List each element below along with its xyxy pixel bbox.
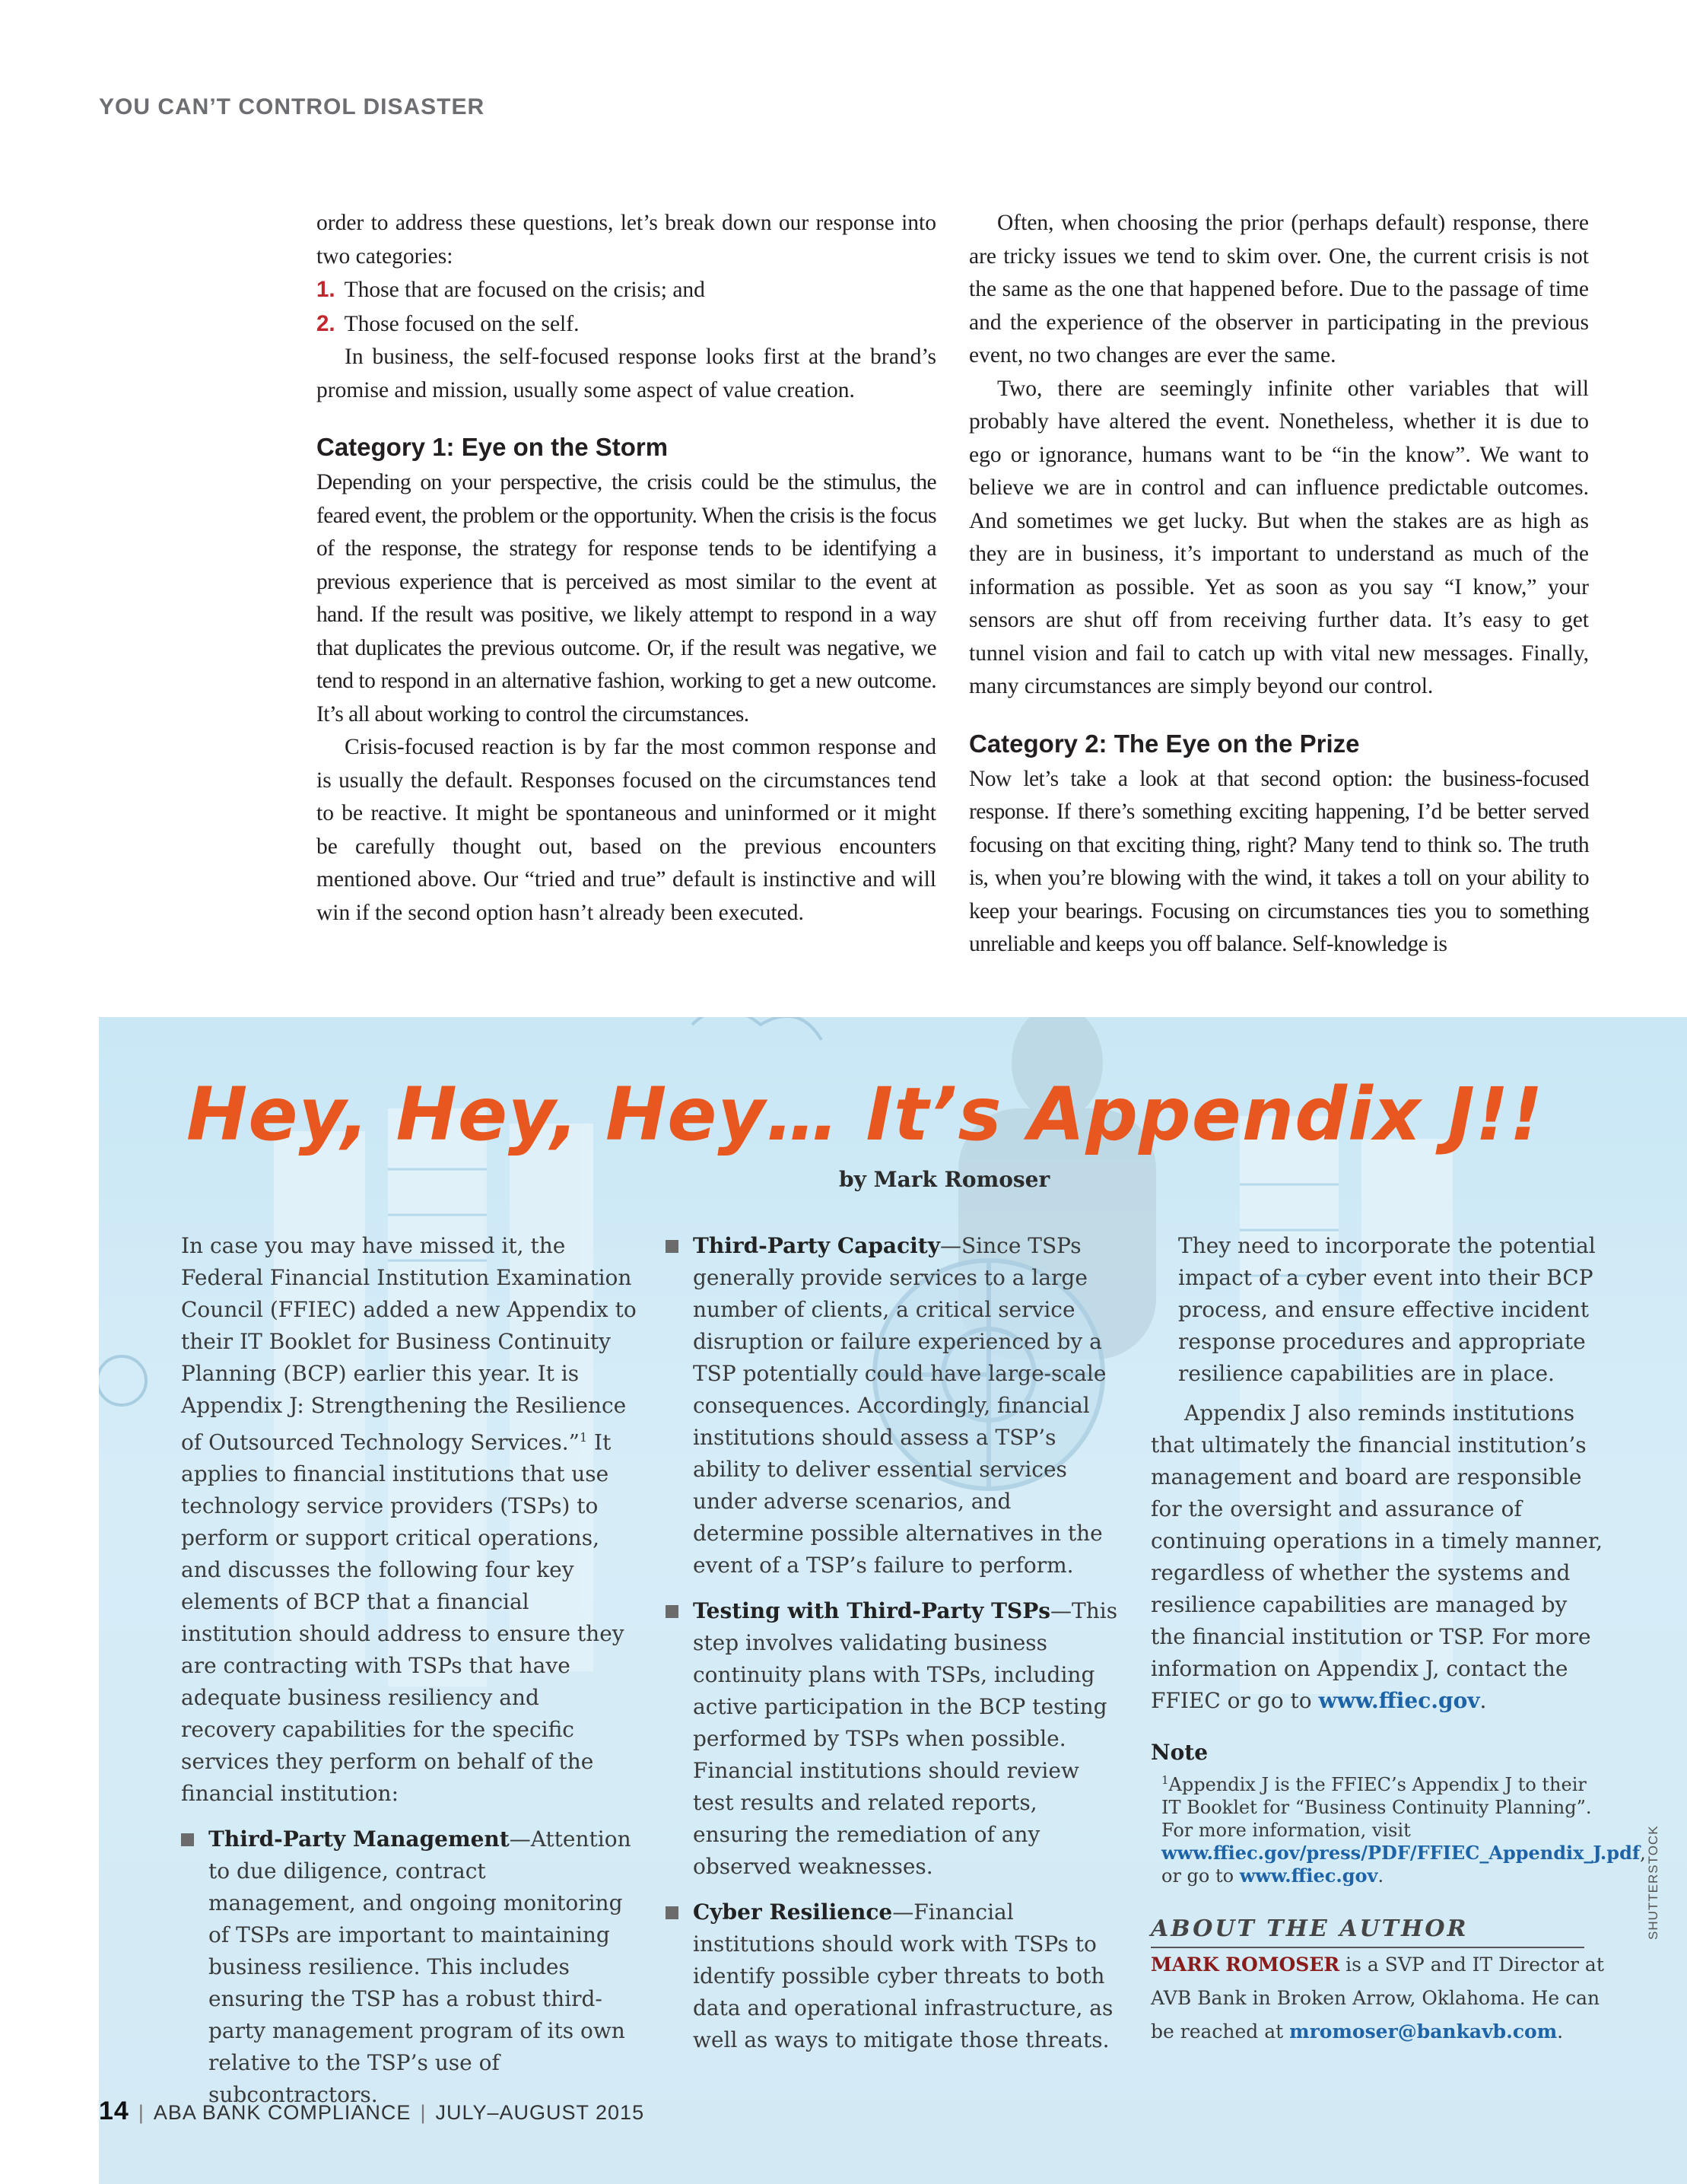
article-paragraph: Depending on your perspective, the crisis could be the stimulus, the feared event, the problem or the opportunity. When the crisis is the focus of the response, the strategy for response tends to be identifying a previous experience that is perceived as most similar to the event at hand. If the result was positive, we likely attempt to respond in a way that duplicates the previous outcome. Or, if the result was negative, we tend to respond in an alternative fashion, working to get a new outcome. It’s all about working to control the circumstances. [316,470,936,726]
bio-text: . [1557,2020,1564,2043]
paragraph-text: Appendix J also reminds institutions that ultimately the financial institution’s management and board are responsible for the oversight and assurance of continuing operations in a timely manner, regardless of whether the systems and resilience capabilities are managed by the financial institution or TSP. For more information on Appendix J, contact the FFIEC or go to [1151,1400,1603,1713]
ffiec-link[interactable]: www.ffiec.gov [1239,1865,1378,1887]
bullet-item [181,1823,637,2111]
bullet-text: —Financial institutions should work with TSPs to identify possible cyber threats to both data and operational infrastructure, as well as ways to mitigate those threats. [693,1899,1114,2052]
ffiec-link[interactable]: www.ffiec.gov [1318,1688,1480,1713]
article-column-right [969,207,1589,962]
sidebar-box [99,1017,1687,2184]
sidebar-column-2 [666,1230,1122,2056]
article-paragraph: Crisis-focused reaction is by far the most common response and is usually the default. Responses focused on the circumstances tend to be reactive. It might be spontaneous and uninformed or it might be carefully thought out, based on the previous encounters mentioned above. Our “tried and true” default is instinctive and will win if the second option hasn’t already been executed. [316,735,936,925]
footnote-number: 1 [1161,1773,1169,1787]
bullet-item [666,1230,1122,1582]
article-column-left [316,207,936,930]
bullet-term: Third-Party Management [208,1826,510,1852]
footnote-text: Appendix J is the FFIEC’s Appendix J to their IT Booklet for “Business Continuity Planning”. For more information, visit [1161,1774,1592,1841]
bullet-text: —Attention to due diligence, contract management, and ongoing monitoring of TSPs are important to maintaining business resilience. This includes ensuring the TSP has a robust third-party management program of its own relative to the TSP’s use of subcontractors. [208,1826,631,2108]
article-paragraph: Now let’s take a look at that second option: the business-focused response. If there’s something exciting happening, I’d be better served focusing on that exciting thing, right? Many tend to think so. The truth is, when you’re blowing with the wind, it takes a toll on your ability to keep your bearings. Focusing on circumstances ties you to something unreliable and keeps you off balance. Self-knowledge is [969,766,1589,956]
footnote-text: . [1377,1865,1384,1887]
sidebar-column-3 [1151,1230,1646,2049]
sidebar-intro [181,1230,637,1810]
paragraph-text: . [1479,1688,1487,1713]
bullet-list [181,1823,637,2111]
photo-credit: SHUTTERSTOCK [1646,1825,1660,1940]
appendix-pdf-link[interactable]: www.ffiec.gov/press/PDF/FFIEC_Appendix_J.pdf [1161,1842,1641,1864]
issue-date: JULY–AUGUST 2015 [435,2101,645,2124]
publication-name: ABA BANK COMPLIANCE [153,2101,411,2124]
bullet-continuation: They need to incorporate the potential impact of a cyber event into their BCP process, and ensure effective incident response procedures and appropriate resilience capabilities are in place. [1178,1233,1596,1386]
footer-divider: | [420,2101,427,2124]
list-number: 1. [316,277,335,302]
square-bullet-icon [666,1906,678,1919]
author-email-link[interactable]: mromoser@bankavb.com [1289,2020,1558,2043]
bullet-text: —This step involves validating business continuity plans with TSPs, including active participation in the BCP testing performed by TSPs when possible. Financial institutions should review test results and related reports, ensuring the remediation of any observed weaknesses. [693,1598,1118,1879]
footnote-text: , or go to [1161,1842,1646,1887]
footnote [1151,1769,1646,1887]
numbered-list [316,273,936,341]
intro-text: In case you may have missed it, the Federal Financial Institution Examination Council (FFIEC) added a new Appendix to their IT Booklet for Business Continuity Planning (BCP) earlier this year. It is Appendix J: Strengthening the Resilience of Outsourced Technology Services.” [181,1233,637,1455]
category-2-heading: Category 2: The Eye on the Prize [969,729,1360,758]
list-item [316,307,936,342]
list-text: Those that are focused on the crisis; and [344,278,705,302]
bullet-list [666,1230,1122,2056]
list-number: 2. [316,310,335,336]
footnote-ref: 1 [579,1430,588,1445]
article-paragraph: Often, when choosing the prior (perhaps default) response, there are tricky issues we tend to skim over. One, the current crisis is not the same as the one that happened before. Due to the passage of time and the experience of the observer in participating in the previous event, no two changes are ever the same. [969,211,1589,367]
article-paragraph: In business, the self-focused response looks first at the brand’s promise and mission, usually some aspect of value creation. [316,345,936,402]
bullet-term: Cyber Resilience [693,1899,893,1925]
sidebar-column-1 [181,1230,637,2111]
bullet-term: Third-Party Capacity [693,1233,940,1258]
bullet-term: Testing with Third-Party TSPs [693,1598,1051,1623]
square-bullet-icon [181,1833,194,1846]
article-paragraph: Two, there are seemingly infinite other variables that will probably have altered the event. Nonetheless, whether it is due to ego or ignorance, humans want to be “in the know”. We want to believe we are in control and can influence predictable outcomes. And sometimes we get lucky. But when the stakes are as high as they are in business, it’s important to understand as much of the information as possible. Yet as soon as you say “I know,” your sensors are shut off from receiving further data. It’s easy to get tunnel vision and fail to catch up with vital new messages. Finally, many circumstances are simply beyond our control. [969,376,1589,698]
sidebar-byline: by Mark Romoser [839,1167,1050,1192]
section-header: YOU CAN’T CONTROL DISASTER [99,94,485,119]
square-bullet-icon [666,1240,678,1253]
note-heading: Note [1151,1740,1209,1765]
sidebar-title: Hey, Hey, Hey… It’s Appendix J!! [186,1072,1544,1157]
footer-divider: | [138,2101,145,2124]
list-item [316,273,936,307]
sidebar-paragraph [1151,1397,1607,1717]
category-1-heading: Category 1: Eye on the Storm [316,433,669,461]
bullet-item [666,1595,1122,1883]
article-paragraph: order to address these questions, let’s break down our response into two categories: [316,211,936,269]
intro-text: It applies to financial institutions that use technology service providers (TSPs) to perform or support critical operations, and discusses the following four key elements of BCP that a financial institution should address to ensure they are contracting with TSPs that have adequate business resiliency and recovery capabilities for the specific services they perform on behalf of the financial institution: [181,1429,624,1807]
bullet-item [666,1896,1122,2056]
bullet-text: —Since TSPs generally provide services to a large number of clients, a critical service disruption or failure experienced by a TSP potentially could have large-scale consequences. Accordingly, financial institutions should assess a TSP’s ability to deliver essential services under adverse scenarios, and determine possible alternatives in the event of a TSP’s failure to perform. [693,1233,1107,1578]
square-bullet-icon [666,1605,678,1618]
about-author-heading: ABOUT THE AUTHOR [1151,1913,1584,1948]
author-name: MARK ROMOSER [1151,1954,1340,1976]
bio-text: is a SVP and IT Director at AVB Bank in Broken Arrow, Oklahoma. He can be reached at [1151,1954,1604,2043]
list-text: Those focused on the self. [344,311,580,336]
page-footer [99,2097,644,2126]
page-number: 14 [99,2097,129,2125]
author-bio [1151,1948,1607,2049]
